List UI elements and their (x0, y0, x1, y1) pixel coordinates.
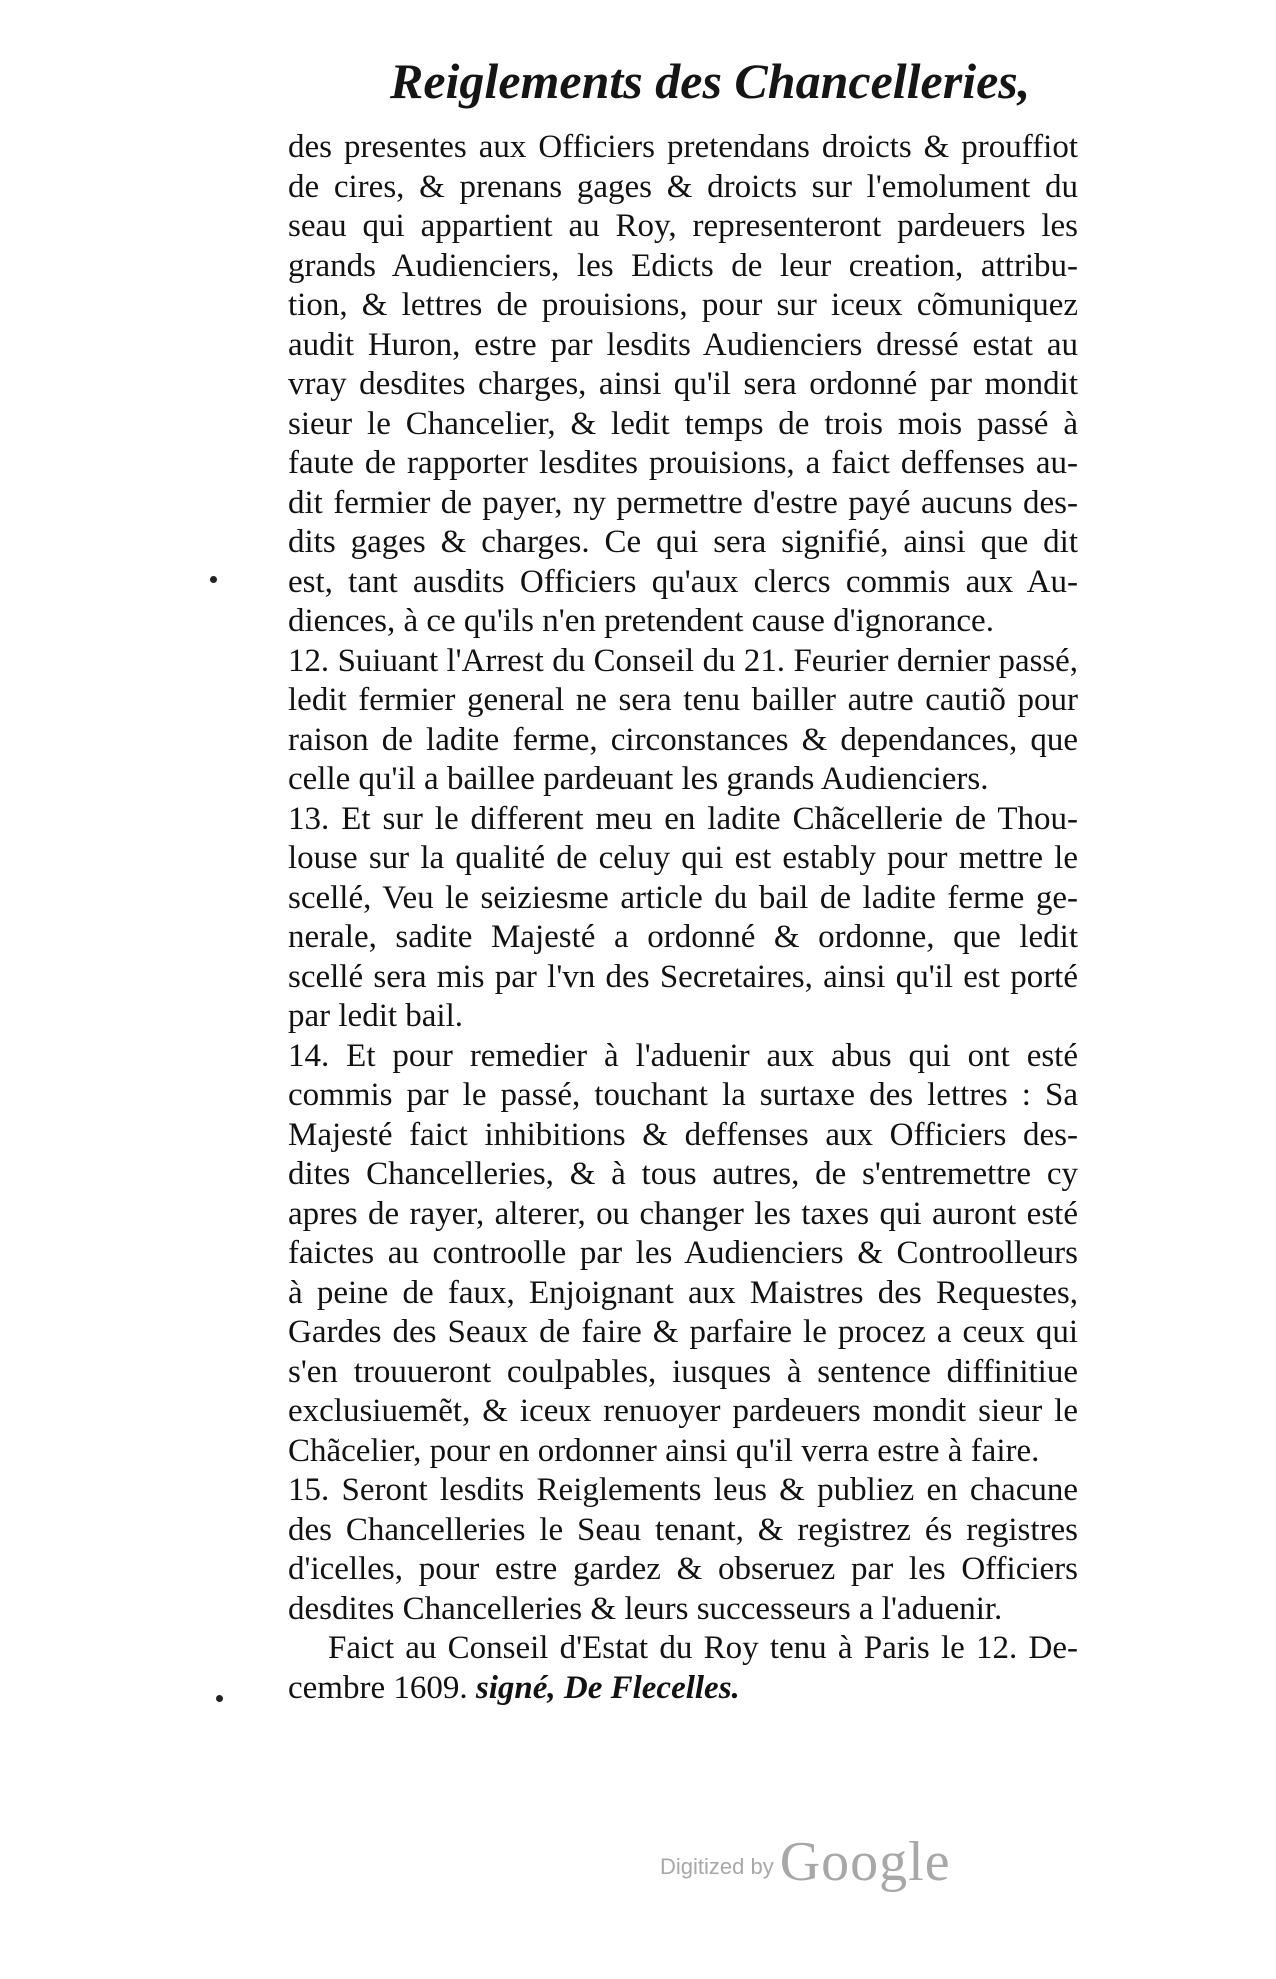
text-line: sieur le Chancelier, & ledit temps de trois mois passé à (288, 405, 1078, 442)
text-line: Chãcelier, pour en ordonner ainsi qu'il verra estre à faire. (288, 1432, 1040, 1469)
text-line: exclusiuemẽt, & iceux renuoyer pardeuers mondit sieur le (288, 1393, 1078, 1429)
margin-mark (216, 1695, 223, 1702)
text-line: dites Chancelleries, & à tous autres, de s'entremettre cy (288, 1156, 1078, 1192)
text-line: 14. Et pour remedier à l'aduenir aux abus qui ont esté (288, 1037, 1078, 1074)
body-text (288, 128, 1078, 1708)
text-line: ledit fermier general ne sera tenu bailler autre cautiõ pour (288, 682, 1078, 718)
text-line: faictes au controolle par les Audienciers & Controolleurs (288, 1235, 1078, 1271)
text-line: seau qui appartient au Roy, representeront pardeuers les (288, 208, 1078, 244)
text-line: vray desdites charges, ainsi qu'il sera ordonné par mondit (288, 366, 1078, 402)
text-line: Majesté faict inhibitions & deffenses aux Officiers des- (288, 1116, 1078, 1153)
digitized-by-google-watermark (660, 1830, 951, 1894)
text-line: grands Audienciers, les Edicts de leur creation, attribu- (288, 247, 1078, 284)
text-line: raison de ladite ferme, circonstances & dependances, que (288, 721, 1078, 758)
text-line: commis par le passé, touchant la surtaxe des lettres : Sa (288, 1077, 1078, 1113)
text-line: dits gages & charges. Ce qui sera signifié, ainsi que dit (288, 524, 1078, 560)
running-head: Reiglements des Chancelleries, (390, 53, 1031, 109)
text-line: celle qu'il a baillee pardeuant les grands Audienciers. (288, 761, 989, 797)
text-line: par ledit bail. (288, 998, 464, 1034)
text-line: scellé, Veu le seiziesme article du bail de ladite ferme ge- (288, 879, 1078, 916)
text-line: 12. Suiuant l'Arrest du Conseil du 21. Feurier dernier passé, (288, 642, 1078, 679)
text-line: à peine de faux, Enjoignant aux Maistres des Requestes, (288, 1274, 1078, 1311)
text-line: des Chancelleries le Seau tenant, & registrez és registres (288, 1511, 1078, 1548)
watermark-prefix: Digitized by (660, 1854, 774, 1879)
text-line: 15. Seront lesdits Reiglements leus & publiez en chacune (288, 1472, 1078, 1508)
closing-line: Faict au Conseil d'Estat du Roy tenu à Paris le 12. De- (328, 1630, 1078, 1666)
text-line: d'icelles, pour estre gardez & obseruez par les Officiers (288, 1551, 1078, 1587)
text-line: de cires, & prenans gages & droicts sur l'emolument du (288, 168, 1078, 205)
watermark-brand: Google (779, 1831, 951, 1893)
text-line: desdites Chancelleries & leurs successeurs a l'aduenir. (288, 1590, 1003, 1627)
text-line: faute de rapporter lesdites prouisions, a faict deffenses au- (288, 445, 1078, 481)
text-line: louse sur la qualité de celuy qui est estably pour mettre le (288, 840, 1078, 876)
text-line: des presentes aux Officiers pretendans droicts & prouffiot (288, 129, 1078, 165)
margin-mark (210, 576, 217, 583)
text-line: 13. Et sur le different meu en ladite Chãcellerie de Thou- (288, 800, 1078, 837)
text-line: dit fermier de payer, ny permettre d'estre payé aucuns des- (288, 484, 1078, 521)
text-line: nerale, sadite Majesté a ordonné & ordonne, que ledit (288, 919, 1078, 955)
signature: signé, De Flecelles. (475, 1669, 740, 1706)
text-line: s'en trouueront coulpables, iusques à sentence diffinitiue (288, 1353, 1078, 1390)
text-line: scellé sera mis par l'vn des Secretaires, ainsi qu'il est porté (288, 958, 1078, 995)
text-line: apres de rayer, alterer, ou changer les taxes qui auront esté (288, 1195, 1078, 1232)
date-text: cembre 1609. (288, 1669, 476, 1706)
text-line: est, tant ausdits Officiers qu'aux clercs commis aux Au- (288, 563, 1078, 600)
closing-line (288, 1669, 1078, 1709)
text-line: Gardes des Seaux de faire & parfaire le procez a ceux qui (288, 1314, 1078, 1350)
text-line: audit Huron, estre par lesdits Audienciers dressé estat au (288, 326, 1078, 363)
text-line: diences, à ce qu'ils n'en pretendent cause d'ignorance. (288, 603, 994, 639)
text-line: tion, & lettres de prouisions, pour sur iceux cõmuniquez (288, 287, 1078, 323)
